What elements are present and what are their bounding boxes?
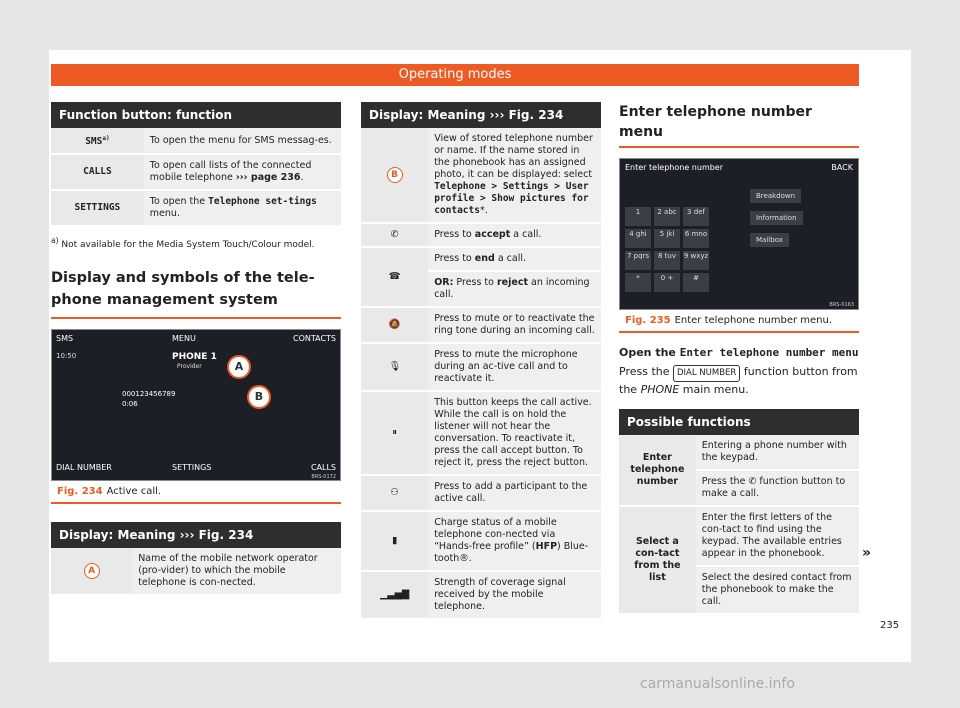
table-row: SETTINGS To open the Telephone set-tings menu. — [51, 190, 341, 226]
watermark: carmanualsonline.info — [640, 676, 795, 692]
figure-caption: Fig. 235 Enter telephone number menu. — [619, 310, 859, 333]
table-row: ▁▃▅▇ Strength of coverage signal received by the mobile telephone. — [361, 571, 601, 619]
column-3 — [619, 102, 859, 615]
page-link[interactable]: ››› page 236 — [235, 172, 301, 184]
table-row: Select a con-tact from the list Enter the first letters of the con-tact to find using the keypad. The available entries appear in the phonebook. — [619, 506, 859, 566]
instruction-text: Press the DIAL NUMBER function button from the PHONE main menu. — [619, 365, 858, 396]
symbols-table — [361, 128, 601, 620]
section-heading: Display and symbols of the tele-phone management system — [51, 267, 341, 319]
bell-mute-icon: 🔕 — [361, 307, 428, 343]
microphone-mute-icon: 🎙 — [361, 343, 428, 391]
table-row: 🎙 Press to mute the microphone during an ac-tive call and to reactivate it. — [361, 343, 601, 391]
conference-icon: ⚇ — [361, 475, 428, 511]
callout-a: A — [227, 355, 251, 379]
table-row: ▮ Charge status of a mobile telephone con-nected via “Hands-free profile” (HFP) Blue-tooth®. — [361, 511, 601, 571]
phone-accept-icon: ✆ — [361, 223, 428, 247]
signal-strength-icon: ▁▃▅▇ — [361, 571, 428, 619]
table-row: CALLS To open call lists of the connected mobile telephone ››› page 236. — [51, 154, 341, 190]
section-banner: Operating modes — [51, 64, 859, 86]
hold-icon: ⏸ — [361, 391, 428, 475]
table-row: ✆ Press to accept a call. — [361, 223, 601, 247]
display-table-title: Display: Meaning ››› Fig. 234 — [51, 522, 341, 548]
table-row: SMS$^{a)}$ To open the menu for SMS messag-es. — [51, 128, 341, 154]
table-row: Enter telephone number Entering a phone number with the keypad. — [619, 435, 859, 470]
active-call-screenshot: SMS MENU CONTACTS 10:50 PHONE 1 Provider 000123456789 0:06 A B DIAL NUMBER SETTINGS CALLS BRS-0172 — [51, 329, 341, 481]
table-row: 🔕 Press to mute or to reactivate the ring tone during an incoming call. — [361, 307, 601, 343]
table-row: Press the ✆ function button to make a call. — [619, 470, 859, 506]
callout-b: B — [247, 385, 271, 409]
phone-hangup-icon: ☎ — [361, 247, 428, 307]
display-table-title: Display: Meaning ››› Fig. 234 — [361, 102, 601, 128]
function-table — [51, 128, 341, 227]
possible-functions-table — [619, 435, 859, 615]
page-number: 235 — [880, 620, 900, 631]
possible-functions-title: Possible functions — [619, 409, 859, 435]
phone-accept-icon: ✆ — [748, 476, 757, 487]
table-row: ⚇ Press to add a participant to the active call. — [361, 475, 601, 511]
subheading: Open the Enter telephone number menu — [619, 346, 859, 359]
battery-icon: ▮ — [361, 511, 428, 571]
footnote: $^{a)}$ Not available for the Media System Touch/Colour model. — [51, 236, 315, 251]
enter-number-screenshot: Enter telephone number BACK 1 2 abc 3 def 4 ghi 5 jkl 6 mno 7 pqrs 8 tuv 9 wxyz * 0 + # Breakdown Information Mailbox BRS-0163 — [619, 158, 859, 310]
table-row: Select the desired contact from the phonebook to make the call. — [619, 566, 859, 614]
section-heading: Enter telephone number menu — [619, 102, 859, 148]
table-row: B View of stored telephone number or name. If the name stored in the phonebook has an assigned photo, it can be displayed: select Telephone > Settings > User profile > Show pictures for contacts*. — [361, 128, 601, 223]
table-row: ☎ Press to end a call. — [361, 247, 601, 271]
column-1 — [51, 102, 341, 596]
table-row: A Name of the mobile network operator (pro-vider) to which the mobile telephone is con-nected. — [51, 548, 341, 595]
table-row: ⏸ This button keeps the call active. While the call is on hold the listener will not hear the conversation. To reactivate it, press the call accept button. To reject it, press the reject button. — [361, 391, 601, 475]
column-2 — [361, 102, 601, 620]
display-table — [51, 548, 341, 596]
function-table-title: Function button: function — [51, 102, 341, 128]
continue-marker: » — [862, 545, 872, 561]
table-row: OR: Press to reject an incoming call. — [361, 271, 601, 307]
figure-caption: Fig. 234 Active call. — [51, 481, 341, 504]
dial-number-button-label: DIAL NUMBER — [673, 365, 740, 382]
